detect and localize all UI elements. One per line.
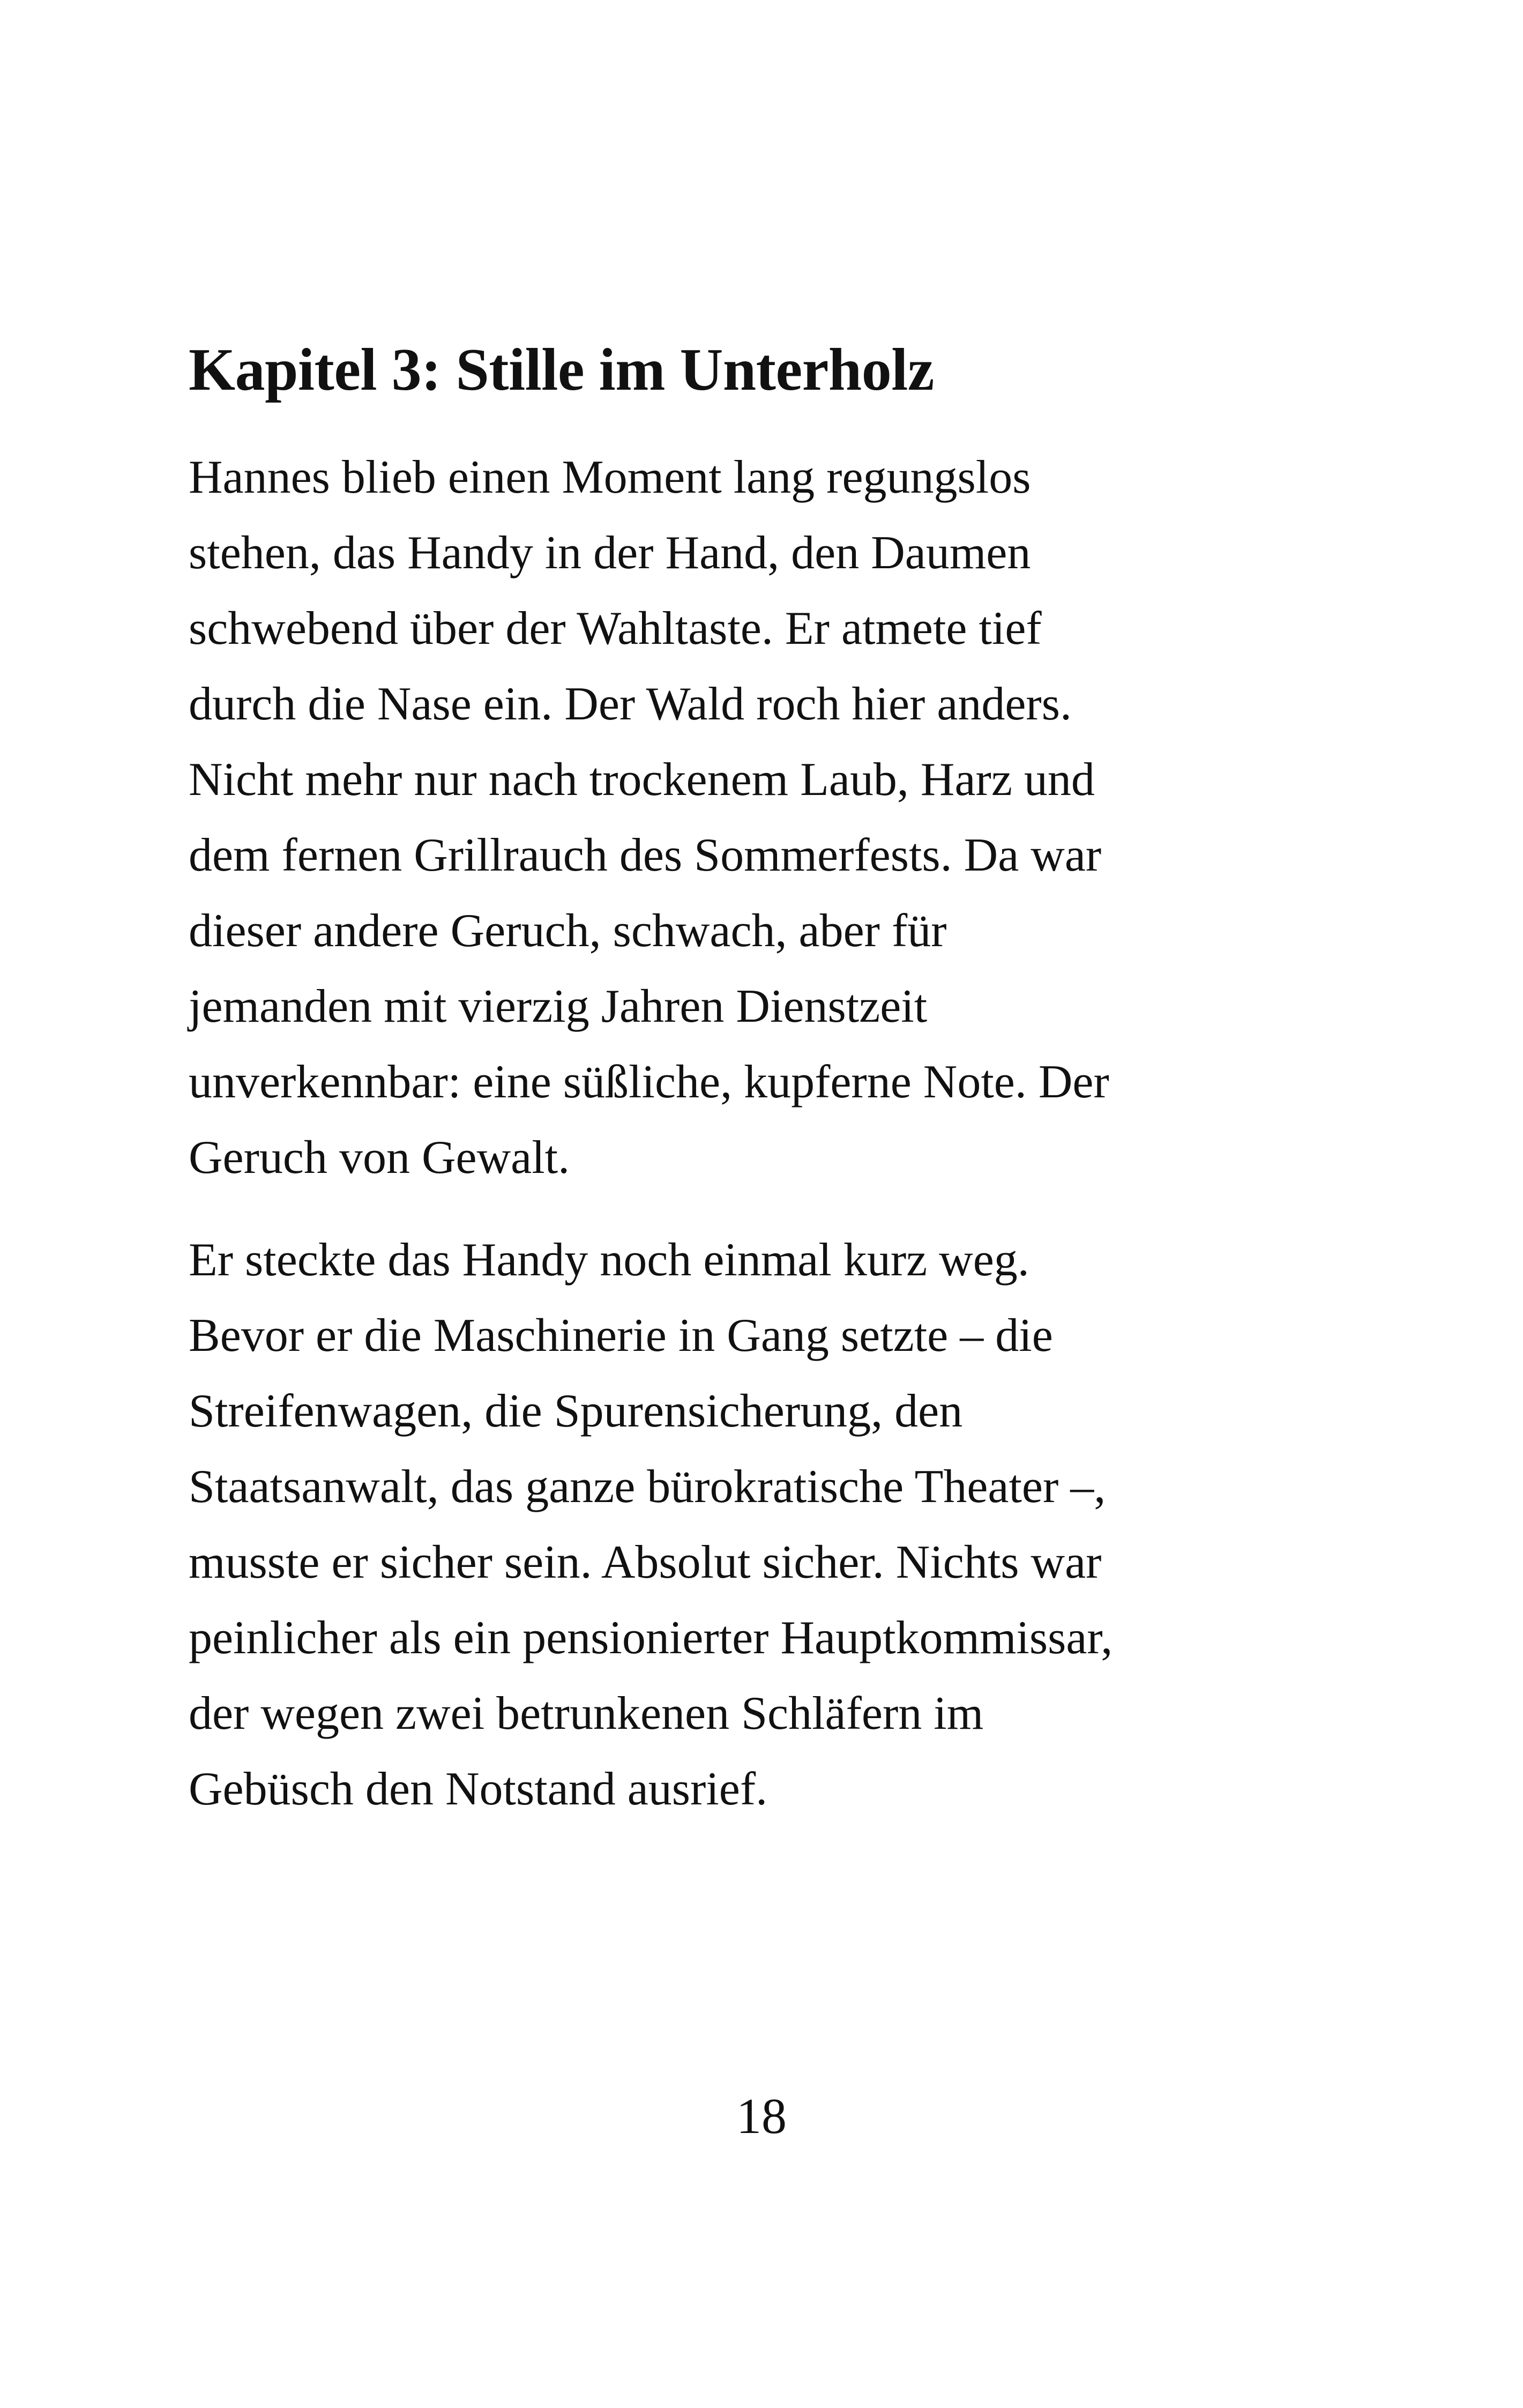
- paragraph-line: musste er sicher sein. Absolut sicher. Nichts war: [189, 1536, 1102, 1588]
- paragraph-line: unverkennbar: eine süßliche, kupferne Note. Der: [189, 1056, 1109, 1108]
- paragraph-line: Staatsanwalt, das ganze bürokratische Theater –,: [189, 1461, 1106, 1513]
- paragraph-line: schwebend über der Wahltaste. Er atmete tief: [189, 603, 1042, 655]
- paragraph-line: Streifenwagen, die Spurensicherung, den: [189, 1385, 963, 1437]
- paragraph-line: stehen, das Handy in der Hand, den Daumen: [189, 527, 1031, 579]
- paragraph-line: dem fernen Grillrauch des Sommerfests. Da war: [189, 829, 1102, 881]
- paragraph-line: der wegen zwei betrunkenen Schläfern im: [189, 1688, 984, 1740]
- paragraph-line: Gebüsch den Notstand ausrief.: [189, 1763, 768, 1815]
- paragraph-1: [189, 440, 1475, 1195]
- paragraph-line: durch die Nase ein. Der Wald roch hier anders.: [189, 678, 1072, 730]
- paragraph-line: jemanden mit vierzig Jahren Dienstzeit: [189, 980, 928, 1032]
- text-block: [189, 332, 1475, 1854]
- paragraph-line: peinlicher als ein pensionierter Hauptkommissar,: [189, 1612, 1113, 1664]
- paragraph-line: dieser andere Geruch, schwach, aber für: [189, 905, 947, 957]
- paragraph-line: Hannes blieb einen Moment lang regungslos: [189, 451, 1031, 503]
- chapter-title: Kapitel 3: Stille im Unterholz: [189, 337, 935, 403]
- paragraph-line: Geruch von Gewalt.: [189, 1132, 570, 1184]
- paragraph-line: Nicht mehr nur nach trockenem Laub, Harz und: [189, 754, 1095, 806]
- page-number: 18: [736, 2089, 787, 2144]
- paragraph-line: Er steckte das Handy noch einmal kurz weg.: [189, 1234, 1029, 1286]
- paragraph-2: [189, 1222, 1475, 1827]
- paragraph-line: Bevor er die Maschinerie in Gang setzte – die: [189, 1310, 1053, 1362]
